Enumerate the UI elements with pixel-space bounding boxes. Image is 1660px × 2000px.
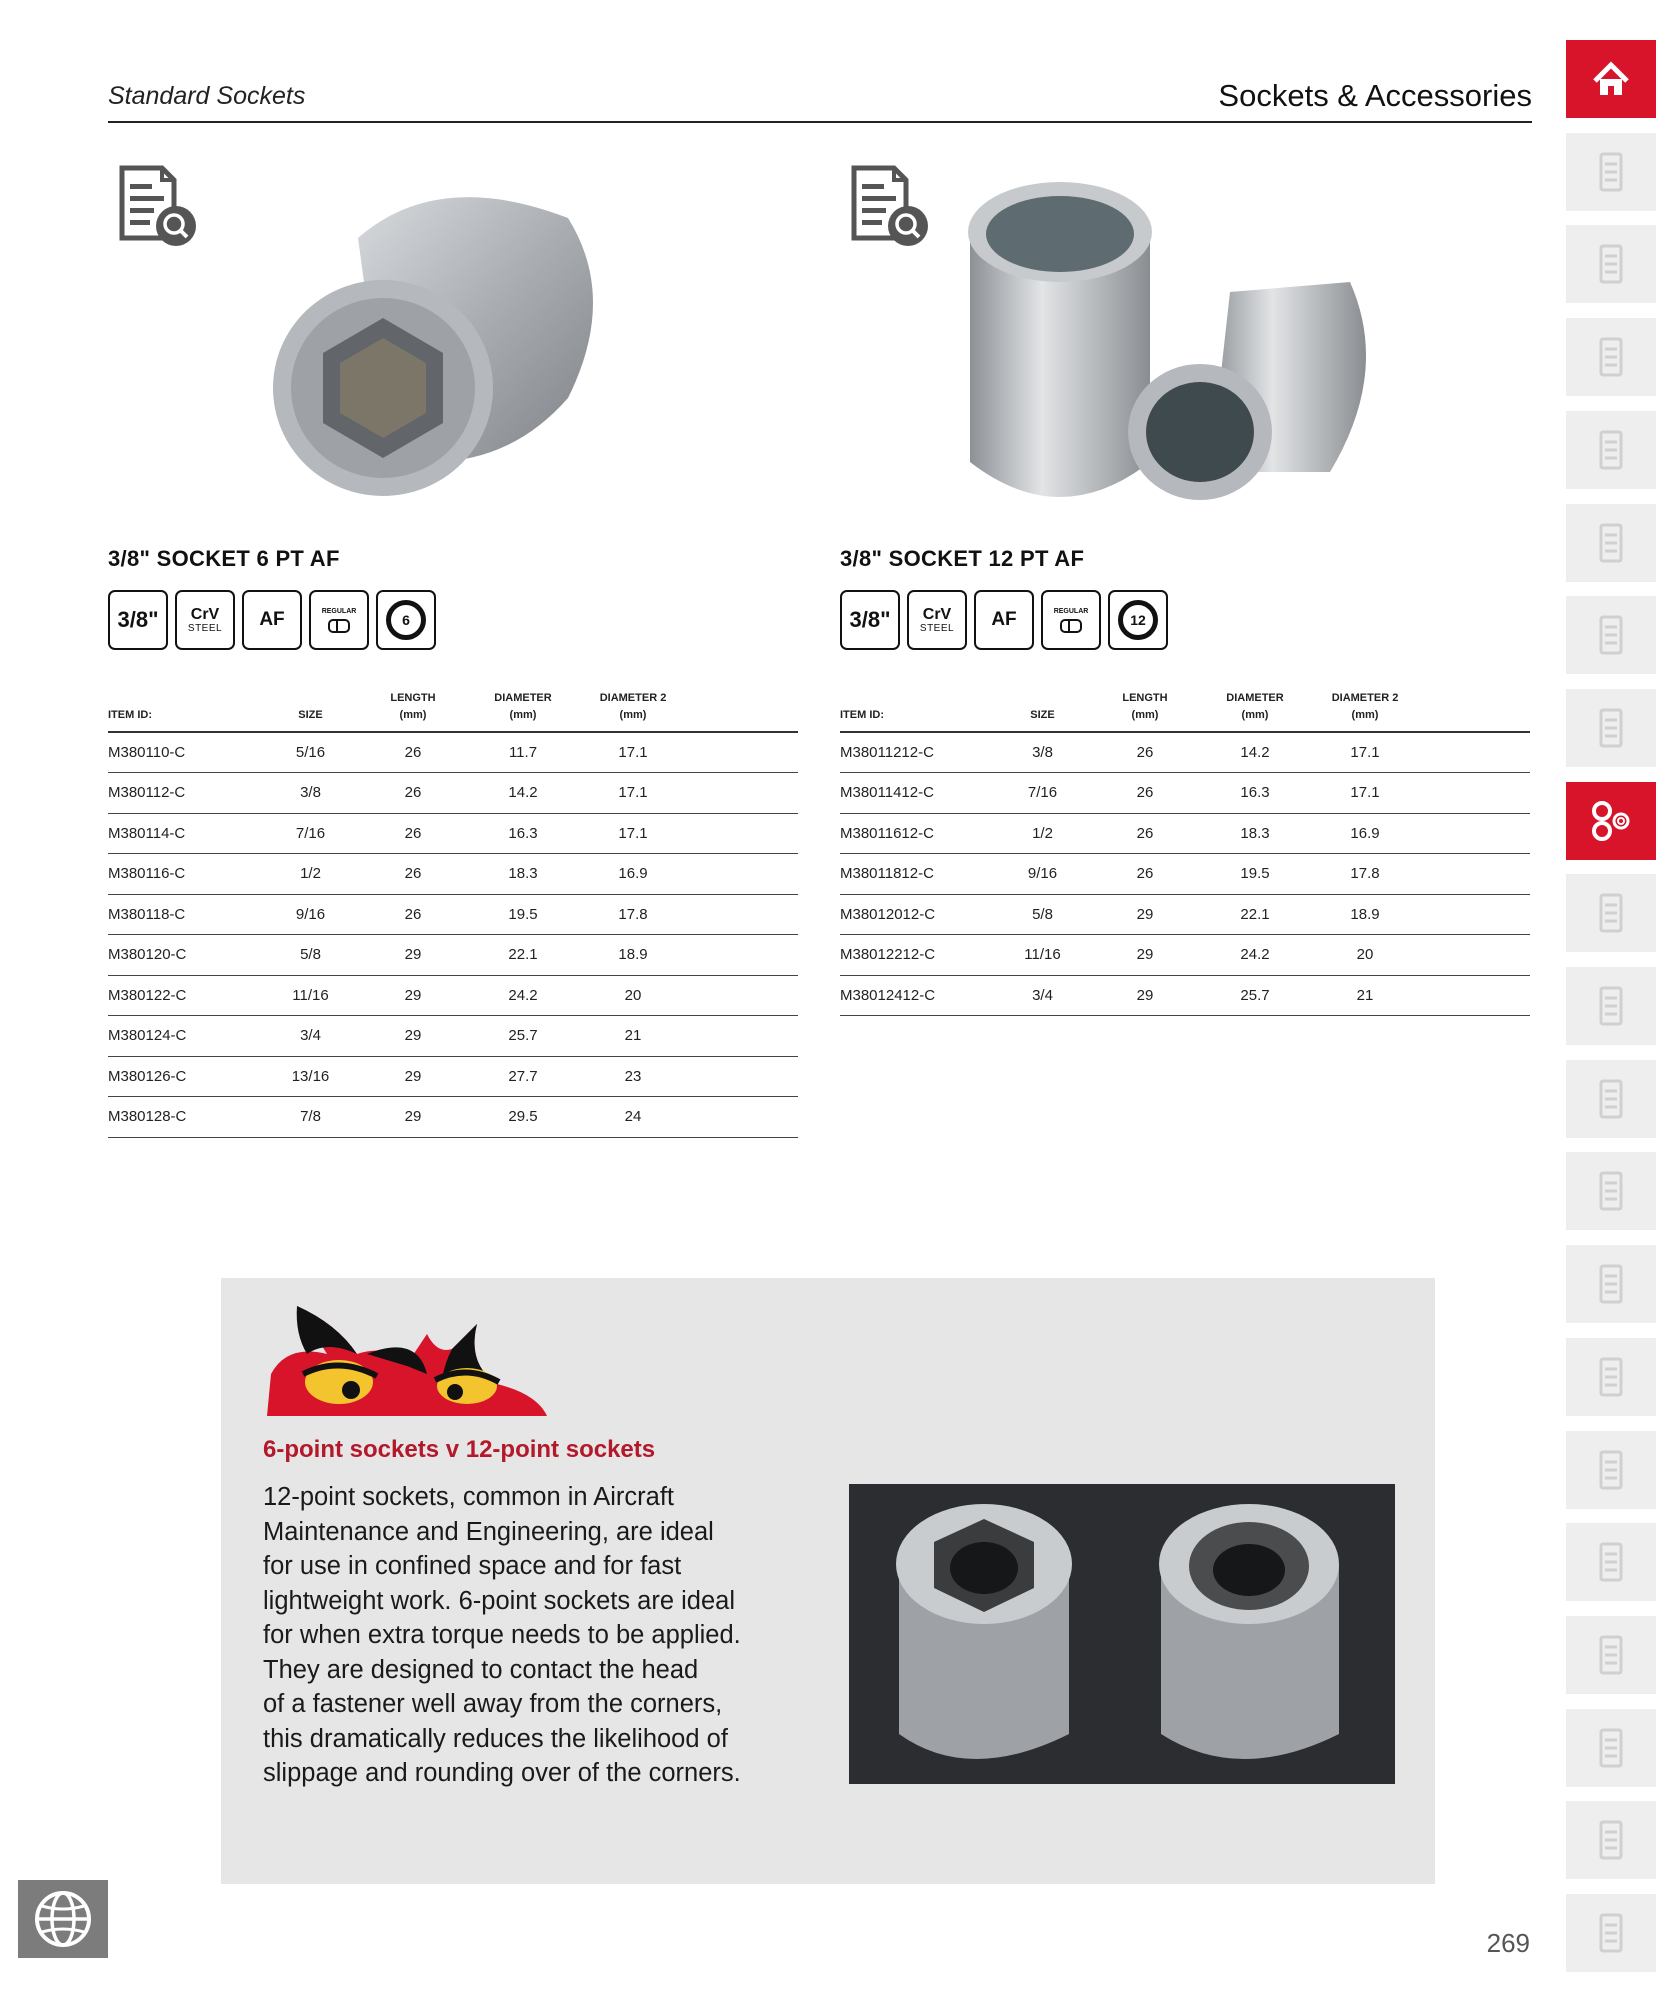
cell-spacer <box>1430 894 1530 935</box>
table-row <box>840 975 1530 1016</box>
cell-diameter: 22.1 <box>478 935 568 976</box>
sidebar-item-wrench[interactable] <box>1566 874 1656 952</box>
col-header-diameter-2: DIAMETER 2 (mm) <box>568 690 698 732</box>
cell-diameter-2: 23 <box>568 1056 698 1097</box>
cell-size: 11/16 <box>1005 935 1080 976</box>
cell-length: 26 <box>348 894 478 935</box>
cell-spacer <box>698 935 798 976</box>
cell-item-id: M38012212-C <box>840 935 1005 976</box>
cell-diameter: 14.2 <box>478 773 568 814</box>
cell-item-id: M380118-C <box>108 894 273 935</box>
table-row <box>840 773 1530 814</box>
tool-cabinet-icon <box>1587 148 1635 196</box>
cell-diameter-2: 17.1 <box>1300 732 1430 773</box>
page-number: 269 <box>1486 1928 1530 1958</box>
spec-badges <box>840 590 1168 650</box>
table-row <box>108 975 798 1016</box>
table-row <box>108 773 798 814</box>
sidebar-item-home[interactable] <box>1566 40 1656 118</box>
cell-item-id: M380128-C <box>108 1097 273 1138</box>
table-row <box>840 854 1530 895</box>
material-badge: CrV STEEL <box>175 590 235 650</box>
table-row <box>108 1056 798 1097</box>
cell-size: 3/4 <box>273 1016 348 1057</box>
sockets-comparison-image <box>849 1484 1395 1784</box>
cell-length: 29 <box>348 975 478 1016</box>
cell-diameter-2: 21 <box>1300 975 1430 1016</box>
cell-diameter-2: 20 <box>568 975 698 1016</box>
multi-tool-set-icon <box>1587 519 1635 567</box>
table-row <box>840 732 1530 773</box>
cell-size: 1/2 <box>1005 813 1080 854</box>
socket-12pt-photo <box>950 172 1430 532</box>
automotive-gear-icon <box>1587 1816 1635 1864</box>
cell-item-id: M380110-C <box>108 732 273 773</box>
panel-body: 12-point sockets, common in Aircraft Maintenance and Engineering, are ideal for use in confined space and for fast lightweight work. 6-point sockets are ideal for when extra torque needs to be applied. They are designed to contact the head of a fastener well away from the corners, this dramatically reduces the likelihood of slippage and rounding over of the corners. <box>263 1483 741 1787</box>
cell-spacer <box>698 773 798 814</box>
pliers-icon <box>1587 1353 1635 1401</box>
cell-item-id: M38012412-C <box>840 975 1005 1016</box>
cell-diameter-2: 16.9 <box>568 854 698 895</box>
table-row <box>108 813 798 854</box>
cell-item-id: M38011612-C <box>840 813 1005 854</box>
length-type-badge: REGULAR <box>309 590 369 650</box>
standard-badge: AF <box>974 590 1034 650</box>
cell-length: 26 <box>1080 813 1210 854</box>
table-row <box>108 935 798 976</box>
point-count-badge: 6 <box>376 590 436 650</box>
cell-diameter: 19.5 <box>1210 854 1300 895</box>
roller-cabinet-icon <box>1587 333 1635 381</box>
product-title: 3/8" SOCKET 6 PT AF <box>108 546 340 571</box>
cell-diameter-2: 17.1 <box>568 813 698 854</box>
sidebar-item-electrical-hazard[interactable] <box>1566 1431 1656 1509</box>
cell-diameter-2: 24 <box>568 1097 698 1138</box>
cell-diameter: 18.3 <box>478 854 568 895</box>
cell-length: 29 <box>348 935 478 976</box>
tool-kit-icon <box>1587 240 1635 288</box>
sidebar-item-tool-cabinet[interactable] <box>1566 133 1656 211</box>
cell-diameter: 14.2 <box>1210 732 1300 773</box>
sidebar-item-roller-cabinet[interactable] <box>1566 318 1656 396</box>
cell-diameter: 29.5 <box>478 1097 568 1138</box>
cell-diameter: 16.3 <box>478 813 568 854</box>
cell-diameter-2: 16.9 <box>1300 813 1430 854</box>
sockets-icon <box>1587 797 1635 845</box>
cell-spacer <box>698 1056 798 1097</box>
knife-icon <box>1587 1538 1635 1586</box>
document-search-icon[interactable] <box>108 160 200 252</box>
cell-diameter-2: 17.8 <box>1300 854 1430 895</box>
screwdriver-icon <box>1587 1075 1635 1123</box>
cell-length: 29 <box>348 1016 478 1057</box>
cell-spacer <box>1430 854 1530 895</box>
cell-item-id: M380112-C <box>108 773 273 814</box>
cell-length: 26 <box>1080 854 1210 895</box>
cell-diameter: 18.3 <box>1210 813 1300 854</box>
col-header-size: SIZE <box>1005 690 1080 732</box>
socket-6pt-photo <box>268 178 608 508</box>
spec-badges <box>108 590 436 650</box>
panel-title: 6-point sockets v 12-point sockets <box>263 1436 656 1463</box>
sidebar-item-knife[interactable] <box>1566 1523 1656 1601</box>
hex-keys-icon <box>1587 1260 1635 1308</box>
spec-table-6pt <box>108 690 798 1138</box>
cell-item-id: M380126-C <box>108 1056 273 1097</box>
cell-length: 26 <box>348 773 478 814</box>
table-row <box>108 732 798 773</box>
tape-measure-icon <box>1587 1631 1635 1679</box>
sidebar-item-multi-tool-set[interactable] <box>1566 504 1656 582</box>
cell-diameter: 27.7 <box>478 1056 568 1097</box>
cell-length: 29 <box>1080 975 1210 1016</box>
cell-diameter-2: 17.1 <box>568 773 698 814</box>
cell-size: 5/8 <box>1005 894 1080 935</box>
drive-size-badge: 3/8" <box>108 590 168 650</box>
category-title: Sockets & Accessories <box>1218 78 1532 113</box>
col-header-spacer <box>698 690 798 732</box>
product-title: 3/8" SOCKET 12 PT AF <box>840 546 1085 571</box>
cell-item-id: M38011812-C <box>840 854 1005 895</box>
sidebar-item-automotive-gear[interactable] <box>1566 1801 1656 1879</box>
col-header-length: LENGTH (mm) <box>1080 690 1210 732</box>
sockets-comparison-photo <box>849 1484 1395 1784</box>
col-header-spacer <box>1430 690 1530 732</box>
cell-diameter-2: 18.9 <box>1300 894 1430 935</box>
cell-length: 26 <box>348 732 478 773</box>
table-row <box>840 813 1530 854</box>
cell-diameter-2: 17.1 <box>1300 773 1430 814</box>
regular-socket-icon <box>327 619 351 633</box>
cell-item-id: M380122-C <box>108 975 273 1016</box>
material-badge: CrV STEEL <box>907 590 967 650</box>
sidebar-item-bits[interactable] <box>1566 1152 1656 1230</box>
workstation-icon <box>1587 611 1635 659</box>
col-header-item-id: ITEM ID: <box>840 690 1005 732</box>
sidebar-item-ratchet[interactable] <box>1566 689 1656 767</box>
cell-spacer <box>698 1016 798 1057</box>
document-search-icon[interactable] <box>840 160 932 252</box>
cell-spacer <box>698 975 798 1016</box>
cell-diameter-2: 17.1 <box>568 732 698 773</box>
cell-item-id: M38012012-C <box>840 894 1005 935</box>
cell-length: 29 <box>1080 894 1210 935</box>
col-header-length: LENGTH (mm) <box>348 690 478 732</box>
cell-spacer <box>698 732 798 773</box>
cell-item-id: M380120-C <box>108 935 273 976</box>
drive-size-badge: 3/8" <box>840 590 900 650</box>
info-panel <box>221 1278 1435 1884</box>
cell-item-id: M38011412-C <box>840 773 1005 814</box>
cell-diameter: 25.7 <box>478 1016 568 1057</box>
point-count-badge: 12 <box>1108 590 1168 650</box>
cell-length: 26 <box>1080 732 1210 773</box>
table-header-row <box>108 690 798 732</box>
cell-size: 11/16 <box>273 975 348 1016</box>
cell-diameter: 19.5 <box>478 894 568 935</box>
cell-length: 26 <box>348 813 478 854</box>
sidebar-item-hex-keys[interactable] <box>1566 1245 1656 1323</box>
table-row <box>108 894 798 935</box>
cell-size: 7/16 <box>273 813 348 854</box>
torque-tool-icon <box>1587 1909 1635 1957</box>
cell-spacer <box>698 813 798 854</box>
sidebar-item-gears[interactable] <box>1566 1709 1656 1787</box>
section-label: Standard Sockets <box>108 82 306 110</box>
adjustable-wrench-icon <box>1587 982 1635 1030</box>
cell-spacer <box>698 1097 798 1138</box>
cell-diameter-2: 17.8 <box>568 894 698 935</box>
cell-spacer <box>1430 975 1530 1016</box>
globe-icon[interactable] <box>18 1880 108 1958</box>
cell-size: 5/16 <box>273 732 348 773</box>
cell-diameter: 25.7 <box>1210 975 1300 1016</box>
sidebar-item-pliers[interactable] <box>1566 1338 1656 1416</box>
cell-spacer <box>698 894 798 935</box>
cell-size: 3/4 <box>1005 975 1080 1016</box>
table-row <box>108 1097 798 1138</box>
header-divider <box>108 121 1532 123</box>
cell-item-id: M38011212-C <box>840 732 1005 773</box>
col-header-diameter-2: DIAMETER 2 (mm) <box>1300 690 1430 732</box>
tool-tray-icon <box>1587 426 1635 474</box>
table-row <box>840 894 1530 935</box>
regular-socket-icon <box>1059 619 1083 633</box>
table-row <box>108 854 798 895</box>
sidebar-item-tool-kit[interactable] <box>1566 225 1656 303</box>
cell-diameter-2: 21 <box>568 1016 698 1057</box>
bits-icon <box>1587 1167 1635 1215</box>
cell-spacer <box>1430 732 1530 773</box>
cell-diameter: 16.3 <box>1210 773 1300 814</box>
col-header-item-id: ITEM ID: <box>108 690 273 732</box>
sidebar-item-torque-tool[interactable] <box>1566 1894 1656 1972</box>
length-type-badge: REGULAR <box>1041 590 1101 650</box>
cell-diameter: 24.2 <box>478 975 568 1016</box>
col-header-size: SIZE <box>273 690 348 732</box>
cell-spacer <box>1430 935 1530 976</box>
cell-size: 13/16 <box>273 1056 348 1097</box>
cell-length: 29 <box>348 1097 478 1138</box>
cell-diameter: 24.2 <box>1210 935 1300 976</box>
cell-length: 26 <box>1080 773 1210 814</box>
cell-size: 3/8 <box>273 773 348 814</box>
table-row <box>840 935 1530 976</box>
electrical-hazard-icon <box>1587 1446 1635 1494</box>
cell-length: 29 <box>348 1056 478 1097</box>
table-row <box>108 1016 798 1057</box>
cell-diameter-2: 20 <box>1300 935 1430 976</box>
cell-spacer <box>698 854 798 895</box>
cell-item-id: M380124-C <box>108 1016 273 1057</box>
cell-item-id: M380116-C <box>108 854 273 895</box>
standard-badge: AF <box>242 590 302 650</box>
home-icon <box>1587 55 1635 103</box>
cell-length: 29 <box>1080 935 1210 976</box>
cell-size: 7/16 <box>1005 773 1080 814</box>
table-header-row <box>840 690 1530 732</box>
sidebar-item-sockets[interactable] <box>1566 782 1656 860</box>
cell-spacer <box>1430 813 1530 854</box>
globe-icon-graphic <box>32 1888 94 1950</box>
cell-size: 1/2 <box>273 854 348 895</box>
ratchet-icon <box>1587 704 1635 752</box>
cell-diameter-2: 18.9 <box>568 935 698 976</box>
cell-diameter: 11.7 <box>478 732 568 773</box>
sidebar-item-tool-tray[interactable] <box>1566 411 1656 489</box>
cell-size: 3/8 <box>1005 732 1080 773</box>
cell-diameter: 22.1 <box>1210 894 1300 935</box>
cell-spacer <box>1430 773 1530 814</box>
sidebar-item-tape-measure[interactable] <box>1566 1616 1656 1694</box>
cell-size: 5/8 <box>273 935 348 976</box>
sidebar-item-screwdriver[interactable] <box>1566 1060 1656 1138</box>
sidebar-item-adjustable-wrench[interactable] <box>1566 967 1656 1045</box>
wrench-icon <box>1587 889 1635 937</box>
devil-mascot-logo <box>267 1304 547 1416</box>
spec-table-12pt <box>840 690 1530 1016</box>
cell-size: 7/8 <box>273 1097 348 1138</box>
cell-length: 26 <box>348 854 478 895</box>
cell-item-id: M380114-C <box>108 813 273 854</box>
sidebar-item-workstation[interactable] <box>1566 596 1656 674</box>
col-header-diameter: DIAMETER (mm) <box>478 690 568 732</box>
cell-size: 9/16 <box>273 894 348 935</box>
col-header-diameter: DIAMETER (mm) <box>1210 690 1300 732</box>
gears-icon <box>1587 1724 1635 1772</box>
cell-size: 9/16 <box>1005 854 1080 895</box>
